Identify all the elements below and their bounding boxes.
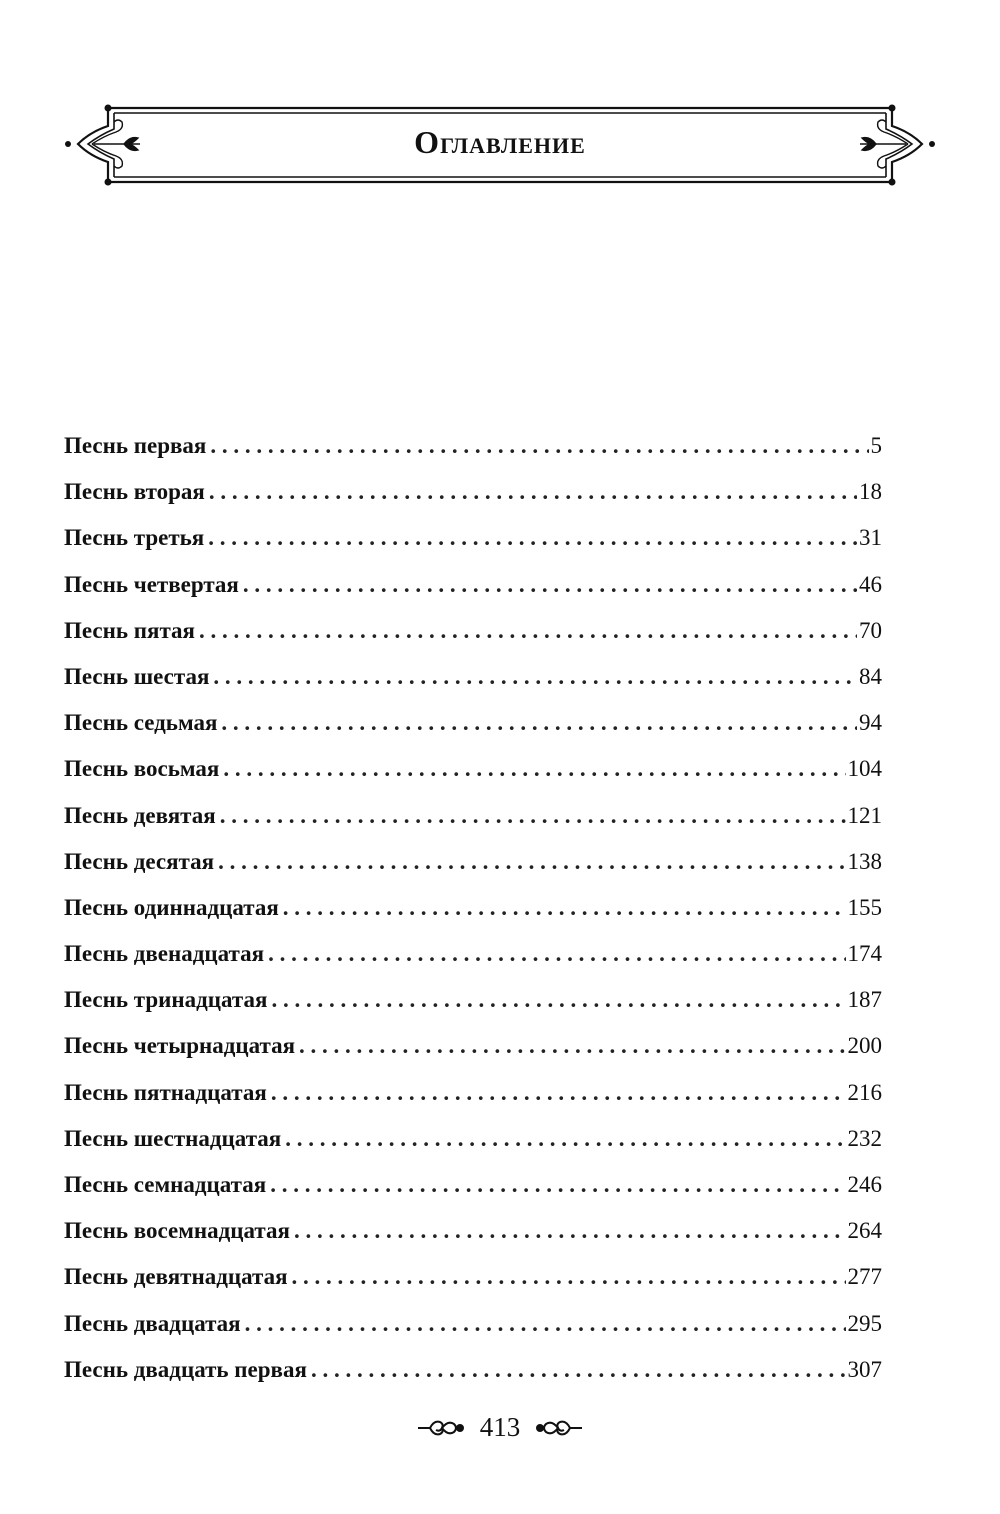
toc-entry[interactable] xyxy=(64,1347,882,1393)
toc-entry-page: 200 xyxy=(847,1033,882,1059)
dot-leader xyxy=(268,931,845,977)
toc-entry-title: Песнь третья xyxy=(64,525,205,551)
toc-entry-title: Песнь десятая xyxy=(64,848,215,874)
page-number: 413 xyxy=(479,1412,521,1442)
toc-entry[interactable] xyxy=(64,793,882,839)
table-of-contents xyxy=(64,423,882,1393)
toc-entry[interactable] xyxy=(64,700,882,746)
dot-leader xyxy=(221,700,857,746)
toc-entry[interactable] xyxy=(64,1070,882,1116)
toc-entry-title: Песнь одиннадцатая xyxy=(64,894,279,920)
dot-leader xyxy=(208,515,857,561)
toc-entry-title: Песнь шестнадцатая xyxy=(64,1125,282,1151)
toc-entry-page: 18 xyxy=(859,479,882,505)
toc-entry-page: 187 xyxy=(847,987,882,1013)
dot-leader xyxy=(243,562,857,608)
toc-entry-title: Песнь четырнадцатая xyxy=(64,1033,296,1059)
dot-leader xyxy=(271,977,845,1023)
toc-entry-page: 295 xyxy=(847,1310,882,1336)
dot-leader xyxy=(283,885,846,931)
toc-entry-title: Песнь шестая xyxy=(64,663,210,689)
dot-leader xyxy=(270,1162,845,1208)
toc-entry[interactable] xyxy=(64,1162,882,1208)
toc-entry-title: Песнь восемнадцатая xyxy=(64,1218,290,1244)
toc-entry-page: 174 xyxy=(847,941,882,967)
flourish-icon xyxy=(534,1416,584,1440)
toc-entry-page: 216 xyxy=(847,1079,882,1105)
toc-entry[interactable] xyxy=(64,885,882,931)
dot-leader xyxy=(210,423,868,469)
dot-leader xyxy=(213,654,857,700)
dot-leader xyxy=(271,1070,846,1116)
dot-leader xyxy=(245,1301,846,1347)
toc-entry-title: Песнь двенадцатая xyxy=(64,941,265,967)
dot-leader xyxy=(311,1347,846,1393)
toc-entry-page: 94 xyxy=(859,710,882,736)
toc-entry-page: 307 xyxy=(847,1356,882,1382)
toc-entry-title: Песнь седьмая xyxy=(64,710,218,736)
toc-entry-title: Песнь двадцать первая xyxy=(64,1356,307,1382)
toc-entry[interactable] xyxy=(64,608,882,654)
toc-entry-title: Песнь семнадцатая xyxy=(64,1172,267,1197)
toc-entry-title: Песнь тринадцатая xyxy=(64,987,268,1013)
page-footer xyxy=(0,1412,1000,1443)
toc-entry-page: 46 xyxy=(859,571,882,597)
toc-entry-title: Песнь пятая xyxy=(64,617,195,643)
dot-leader xyxy=(223,746,845,792)
toc-entry[interactable] xyxy=(64,1254,882,1300)
toc-entry[interactable] xyxy=(64,977,882,1023)
toc-entry[interactable] xyxy=(64,1023,882,1069)
dot-leader xyxy=(199,608,857,654)
dot-leader xyxy=(218,839,845,885)
toc-entry-page: 5 xyxy=(870,433,882,458)
toc-entry[interactable] xyxy=(64,654,882,700)
toc-entry[interactable] xyxy=(64,746,882,792)
dot-leader xyxy=(220,793,846,839)
dot-leader xyxy=(292,1254,846,1300)
toc-entry-title: Песнь двадцатая xyxy=(64,1310,241,1336)
toc-entry-page: 138 xyxy=(847,848,882,874)
toc-entry-page: 70 xyxy=(859,617,882,643)
toc-entry-title: Песнь девятнадцатая xyxy=(64,1264,288,1290)
toc-entry[interactable] xyxy=(64,469,882,515)
toc-entry-title: Песнь восьмая xyxy=(64,756,220,782)
toc-entry-page: 84 xyxy=(859,663,882,689)
toc-entry-title: Песнь первая xyxy=(64,433,207,458)
toc-entry-page: 277 xyxy=(847,1264,882,1290)
toc-entry-title: Песнь пятнадцатая xyxy=(64,1079,267,1105)
flourish-icon xyxy=(416,1416,466,1440)
toc-entry-page: 104 xyxy=(847,756,882,782)
toc-entry[interactable] xyxy=(64,515,882,561)
toc-entry-page: 264 xyxy=(847,1218,882,1244)
dot-leader xyxy=(285,1116,845,1162)
toc-entry-title: Песнь вторая xyxy=(64,479,205,505)
dot-leader xyxy=(299,1023,845,1069)
toc-entry[interactable] xyxy=(64,839,882,885)
toc-entry[interactable] xyxy=(64,931,882,977)
toc-entry-page: 155 xyxy=(847,894,882,920)
toc-entry-page: 246 xyxy=(847,1172,882,1197)
toc-entry-page: 31 xyxy=(859,525,882,551)
toc-entry-title: Песнь четвертая xyxy=(64,571,239,597)
toc-entry[interactable] xyxy=(64,1116,882,1162)
toc-entry-page: 121 xyxy=(847,802,882,828)
dot-leader xyxy=(294,1208,846,1254)
toc-entry[interactable] xyxy=(64,562,882,608)
toc-entry-title: Песнь девятая xyxy=(64,802,216,828)
toc-entry-page: 232 xyxy=(847,1125,882,1151)
title-frame xyxy=(50,96,950,196)
toc-entry[interactable] xyxy=(64,1208,882,1254)
page-title: Оглавление xyxy=(414,124,586,160)
dot-leader xyxy=(209,469,857,515)
toc-entry[interactable] xyxy=(64,1301,882,1347)
toc-entry[interactable] xyxy=(64,423,882,469)
